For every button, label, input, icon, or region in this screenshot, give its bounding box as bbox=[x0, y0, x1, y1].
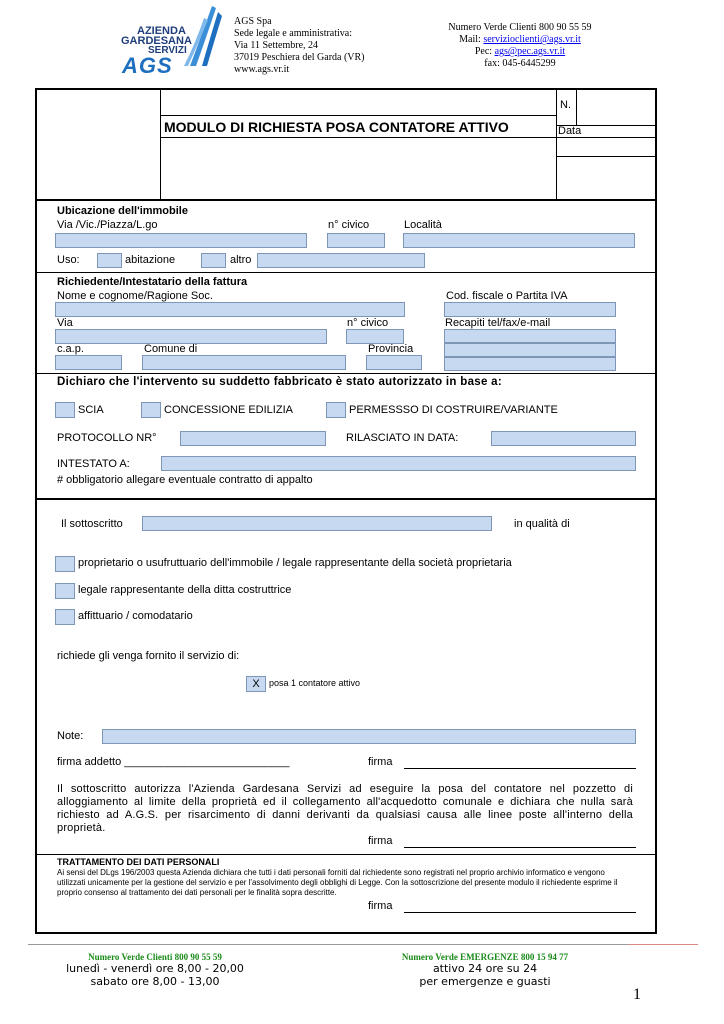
altro-field[interactable] bbox=[257, 253, 425, 268]
title-right-divider bbox=[556, 88, 557, 200]
note-field[interactable] bbox=[102, 729, 636, 744]
n-label: N. bbox=[560, 99, 571, 111]
footer-left bbox=[40, 952, 270, 988]
opt2-label: legale rappresentante della ditta costruttrice bbox=[78, 584, 292, 596]
company-address: Via 11 Settembre, 24 bbox=[234, 40, 319, 51]
footer-right-line2: per emergenze e guasti bbox=[419, 975, 551, 988]
civico-label: n° civico bbox=[328, 219, 370, 231]
cap-label: c.a.p. bbox=[57, 343, 84, 355]
recapiti-field-2[interactable] bbox=[444, 343, 616, 357]
privacy-text: Ai sensi del DLgs 196/2003 questa Azienda dichiara che tutti i dati personali forniti dal richiedente sono registrati nel proprio archivio informatico e vengono utilizzati unicamente per la gestione del servizio e per l'assolvimento degli obblighi di Legge. Con la sottoscrizione del presente modulo il richiedente esprime il proprio consenso al trattamento dei dati personali per le finalità sopra descritte. bbox=[57, 868, 618, 897]
localita-field[interactable] bbox=[403, 233, 635, 248]
contacts bbox=[430, 22, 610, 70]
section-divider-3 bbox=[35, 373, 657, 374]
cf-label: Cod. fiscale o Partita IVA bbox=[446, 290, 568, 302]
company-web: www.ags.vr.it bbox=[234, 64, 290, 75]
company-info bbox=[234, 16, 365, 76]
firma-addetto-label: firma addetto ___________________________ bbox=[57, 756, 290, 768]
opt1-label: proprietario o usufruttuario dell'immobile / legale rappresentante della società proprietaria bbox=[78, 557, 512, 569]
data-label: Data bbox=[558, 125, 582, 137]
rich-civico-field[interactable] bbox=[346, 329, 404, 344]
ubicazione-heading: Ubicazione dell'immobile bbox=[57, 205, 188, 217]
logo-text-3: SERVIZI bbox=[148, 45, 187, 56]
via-label: Via /Vic./Piazza/L.go bbox=[57, 219, 158, 231]
firma-line-3[interactable] bbox=[404, 912, 636, 913]
abitazione-checkbox[interactable] bbox=[201, 253, 226, 268]
scia-label: SCIA bbox=[78, 404, 104, 416]
localita-label: Località bbox=[404, 219, 442, 231]
data-line-1 bbox=[556, 137, 655, 138]
cap-field[interactable] bbox=[55, 355, 122, 370]
privacy-heading: TRATTAMENTO DEI DATI PERSONALI bbox=[57, 857, 220, 867]
protocollo-label: PROTOCOLLO NR° bbox=[57, 432, 157, 444]
permesso-label: PERMESSSO DI COSTRUIRE/VARIANTE bbox=[349, 404, 558, 416]
autorizza-text: Il sottoscritto autorizza l'Azienda Gardesana Servizi ad eseguire la posa del contatore nel pozzetto di alloggiamento al limite della proprietà ed il collegamento all'acquedotto comunale e dichiara che nulla sarà richiesto ad A.G.S. per risarcimento di danni derivanti da qualsiasi causa alle linee poste all'interno della proprietà. bbox=[57, 783, 633, 834]
scia-checkbox[interactable] bbox=[55, 402, 75, 418]
footer-divider bbox=[28, 944, 628, 945]
footer-right-title: Numero Verde EMERGENZE 800 15 94 77 bbox=[401, 952, 569, 962]
sottoscritto-field[interactable] bbox=[142, 516, 492, 531]
appalto-note: # obbligatorio allegare eventuale contratto di appalto bbox=[57, 474, 313, 486]
concessione-label: CONCESSIONE EDILIZIA bbox=[164, 404, 293, 416]
protocollo-field[interactable] bbox=[180, 431, 326, 446]
altro-label: altro bbox=[230, 254, 252, 266]
section-divider-2 bbox=[35, 272, 657, 273]
footer-left-title: Numero Verde Clienti 800 90 55 59 bbox=[88, 952, 222, 962]
richiedente-heading: Richiedente/Intestatario della fattura bbox=[57, 276, 248, 288]
note-label: Note: bbox=[57, 730, 84, 742]
rich-via-label: Via bbox=[57, 317, 73, 329]
section-divider-5 bbox=[35, 854, 657, 855]
footer-right bbox=[380, 952, 590, 988]
footer-divider-red bbox=[628, 944, 698, 945]
provincia-label: Provincia bbox=[368, 343, 414, 355]
intestato-label: INTESTATO A: bbox=[57, 458, 130, 470]
firma-line-2[interactable] bbox=[404, 847, 636, 848]
contact-fax: fax: 045-6445299 bbox=[484, 58, 556, 69]
richiede-label: richiede gli venga fornito il servizio di: bbox=[57, 650, 240, 662]
firma-line-1[interactable] bbox=[404, 768, 636, 769]
footer-left-line2: sabato ore 8,00 - 13,00 bbox=[90, 975, 220, 988]
contact-pec-row bbox=[430, 46, 610, 58]
section-divider-4 bbox=[35, 498, 657, 500]
rich-civico-label: n° civico bbox=[347, 317, 389, 329]
permesso-checkbox[interactable] bbox=[326, 402, 346, 418]
firma-label-1: firma bbox=[368, 756, 393, 768]
abitazione-label: abitazione bbox=[125, 254, 176, 266]
comune-label: Comune di bbox=[144, 343, 198, 355]
via-field[interactable] bbox=[55, 233, 307, 248]
provincia-field[interactable] bbox=[366, 355, 422, 370]
intestato-field[interactable] bbox=[161, 456, 636, 471]
cf-field[interactable] bbox=[444, 302, 616, 317]
firma-label-3: firma bbox=[368, 900, 393, 912]
company-sede: Sede legale e amministrativa: bbox=[234, 28, 353, 39]
data-line-2 bbox=[556, 156, 655, 157]
opt3-label: affittuario / comodatario bbox=[78, 610, 193, 622]
recapiti-field-1[interactable] bbox=[444, 329, 616, 343]
title-top-line bbox=[160, 115, 556, 116]
servizio-checkbox[interactable]: X bbox=[246, 676, 266, 692]
dichiaro-heading: Dichiaro che l'intervento su suddetto fabbricato è stato autorizzato in base a: bbox=[57, 376, 502, 388]
footer-right-line1: attivo 24 ore su 24 bbox=[432, 962, 538, 975]
company-city: 37019 Peschiera del Garda (VR) bbox=[234, 52, 365, 63]
opt3-checkbox[interactable] bbox=[55, 609, 75, 625]
title-left-divider bbox=[160, 88, 161, 200]
logo-text-2: GARDESANA bbox=[121, 35, 192, 47]
civico-field[interactable] bbox=[327, 233, 385, 248]
comune-field[interactable] bbox=[142, 355, 346, 370]
n-divider bbox=[576, 88, 577, 126]
firma-label-2: firma bbox=[368, 835, 393, 847]
uso-label: Uso: bbox=[57, 254, 80, 266]
opt1-checkbox[interactable] bbox=[55, 556, 75, 572]
nome-label: Nome e cognome/Ragione Soc. bbox=[57, 290, 213, 302]
section-divider-1 bbox=[35, 199, 657, 201]
rilasciato-field[interactable] bbox=[491, 431, 636, 446]
logo-text-1: AZIENDA bbox=[137, 25, 186, 37]
logo-abbr: AGS bbox=[122, 53, 173, 78]
recapiti-label: Recapiti tel/fax/e-mail bbox=[445, 317, 551, 329]
form-title: MODULO DI RICHIESTA POSA CONTATORE ATTIVO bbox=[164, 119, 509, 135]
servizio-label: posa 1 contatore attivo bbox=[269, 678, 361, 688]
page-number: 1 bbox=[633, 986, 641, 1003]
pec-link[interactable]: ags@pec.ags.vr.it bbox=[494, 46, 566, 57]
recapiti-field-3[interactable] bbox=[444, 357, 616, 371]
opt2-checkbox[interactable] bbox=[55, 583, 75, 599]
mail-label: Mail: bbox=[459, 34, 481, 45]
mail-link[interactable]: servizioclienti@ags.vr.it bbox=[483, 34, 581, 45]
pec-label: Pec: bbox=[474, 46, 493, 57]
title-bottom-line bbox=[160, 137, 556, 138]
nome-field[interactable] bbox=[55, 302, 405, 317]
concessione-checkbox[interactable] bbox=[141, 402, 161, 418]
sottoscritto-label: Il sottoscritto bbox=[61, 518, 123, 530]
footer-left-line1: lunedì - venerdì ore 8,00 - 20,00 bbox=[66, 962, 244, 975]
contact-mail-row bbox=[430, 34, 610, 46]
contact-verde: Numero Verde Clienti 800 90 55 59 bbox=[448, 22, 592, 33]
company-name: AGS Spa bbox=[234, 16, 272, 27]
rilasciato-label: RILASCIATO IN DATA: bbox=[346, 432, 459, 444]
uso-field[interactable] bbox=[97, 253, 122, 268]
rich-via-field[interactable] bbox=[55, 329, 327, 344]
qualita-label: in qualità di bbox=[514, 518, 570, 530]
